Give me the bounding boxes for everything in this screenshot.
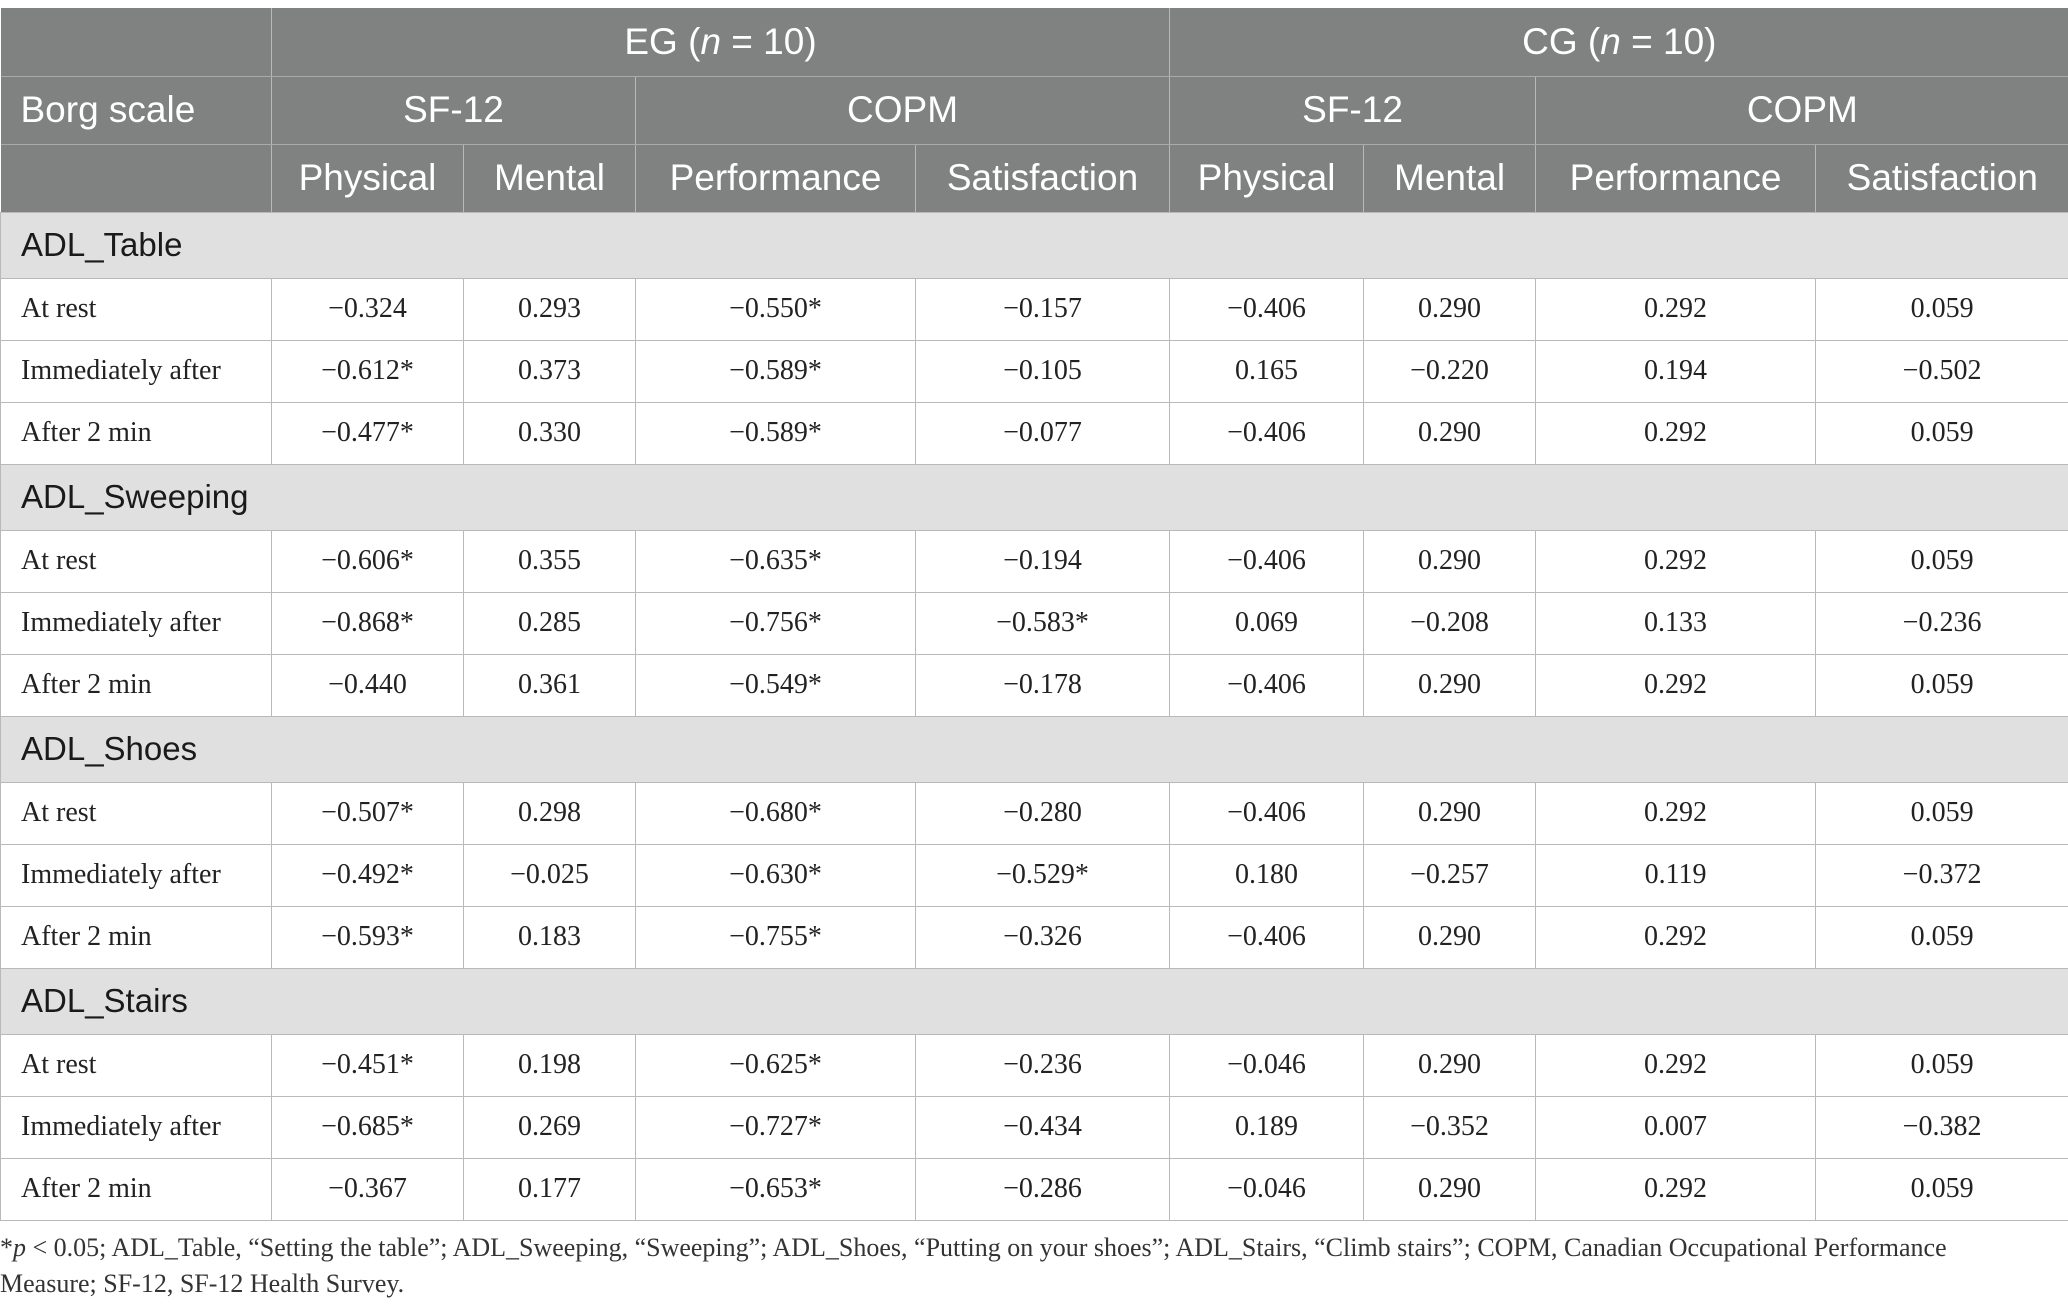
value-cell: 0.007	[1536, 1096, 1816, 1158]
value-cell: −0.529*	[916, 844, 1170, 906]
header-borg-scale: Borg scale	[1, 76, 272, 144]
value-cell: 0.059	[1816, 906, 2068, 968]
row-label: At rest	[1, 278, 272, 340]
value-cell: −0.046	[1170, 1034, 1364, 1096]
value-cell: −0.606*	[272, 530, 464, 592]
row-label: Immediately after	[1, 592, 272, 654]
value-cell: 0.290	[1364, 278, 1536, 340]
value-cell: −0.372	[1816, 844, 2068, 906]
value-cell: −0.406	[1170, 654, 1364, 716]
header-cell	[1, 8, 272, 76]
section-title: ADL_Shoes	[1, 716, 2068, 782]
value-cell: −0.324	[272, 278, 464, 340]
value-cell: −0.025	[464, 844, 636, 906]
correlation-table	[0, 8, 2068, 1221]
header-cell	[1, 144, 272, 212]
header-row-groups	[1, 8, 2068, 76]
value-cell: −0.635*	[636, 530, 916, 592]
value-cell: 0.290	[1364, 906, 1536, 968]
value-cell: −0.406	[1170, 278, 1364, 340]
table-row	[1, 844, 2068, 906]
value-cell: −0.625*	[636, 1034, 916, 1096]
value-cell: −0.589*	[636, 402, 916, 464]
section-title: ADL_Sweeping	[1, 464, 2068, 530]
table-row	[1, 278, 2068, 340]
value-cell: −0.507*	[272, 782, 464, 844]
value-cell: 0.292	[1536, 906, 1816, 968]
value-cell: −0.680*	[636, 782, 916, 844]
value-cell: 0.292	[1536, 530, 1816, 592]
value-cell: 0.355	[464, 530, 636, 592]
table-row	[1, 906, 2068, 968]
table-header	[1, 8, 2068, 212]
results-table-container	[0, 8, 2068, 1221]
value-cell: −0.220	[1364, 340, 1536, 402]
value-cell: −0.178	[916, 654, 1170, 716]
header-cg-sf12: SF-12	[1170, 76, 1536, 144]
value-cell: −0.326	[916, 906, 1170, 968]
header-cg-copm: COPM	[1536, 76, 2068, 144]
section-row	[1, 716, 2068, 782]
value-cell: 0.290	[1364, 654, 1536, 716]
value-cell: 0.292	[1536, 402, 1816, 464]
value-cell: −0.550*	[636, 278, 916, 340]
value-cell: −0.492*	[272, 844, 464, 906]
value-cell: 0.292	[1536, 1034, 1816, 1096]
value-cell: 0.290	[1364, 1034, 1536, 1096]
row-label: At rest	[1, 530, 272, 592]
value-cell: 0.183	[464, 906, 636, 968]
header-eg-sf12: SF-12	[272, 76, 636, 144]
value-cell: 0.059	[1816, 1034, 2068, 1096]
value-cell: −0.549*	[636, 654, 916, 716]
header-group-eg: EG (n = 10)	[272, 8, 1170, 76]
row-label: Immediately after	[1, 1096, 272, 1158]
value-cell: −0.406	[1170, 906, 1364, 968]
value-cell: 0.059	[1816, 1158, 2068, 1220]
table-row	[1, 1096, 2068, 1158]
header-cg-mental: Mental	[1364, 144, 1536, 212]
header-eg-satisfaction: Satisfaction	[916, 144, 1170, 212]
header-eg-mental: Mental	[464, 144, 636, 212]
section-row	[1, 968, 2068, 1034]
header-eg-performance: Performance	[636, 144, 916, 212]
table-row	[1, 340, 2068, 402]
header-row-instruments	[1, 76, 2068, 144]
value-cell: −0.046	[1170, 1158, 1364, 1220]
value-cell: 0.069	[1170, 592, 1364, 654]
section-title: ADL_Table	[1, 212, 2068, 278]
value-cell: −0.382	[1816, 1096, 2068, 1158]
value-cell: −0.236	[1816, 592, 2068, 654]
value-cell: 0.290	[1364, 402, 1536, 464]
row-label: After 2 min	[1, 654, 272, 716]
value-cell: −0.630*	[636, 844, 916, 906]
value-cell: 0.198	[464, 1034, 636, 1096]
value-cell: −0.208	[1364, 592, 1536, 654]
value-cell: 0.298	[464, 782, 636, 844]
value-cell: 0.177	[464, 1158, 636, 1220]
value-cell: −0.868*	[272, 592, 464, 654]
value-cell: −0.257	[1364, 844, 1536, 906]
value-cell: −0.653*	[636, 1158, 916, 1220]
row-label: After 2 min	[1, 402, 272, 464]
table-row	[1, 1034, 2068, 1096]
table-row	[1, 1158, 2068, 1220]
value-cell: 0.373	[464, 340, 636, 402]
value-cell: 0.189	[1170, 1096, 1364, 1158]
header-eg-physical: Physical	[272, 144, 464, 212]
value-cell: 0.293	[464, 278, 636, 340]
value-cell: 0.292	[1536, 654, 1816, 716]
value-cell: −0.286	[916, 1158, 1170, 1220]
value-cell: 0.290	[1364, 1158, 1536, 1220]
value-cell: 0.290	[1364, 530, 1536, 592]
value-cell: −0.685*	[272, 1096, 464, 1158]
value-cell: 0.194	[1536, 340, 1816, 402]
value-cell: −0.194	[916, 530, 1170, 592]
value-cell: −0.727*	[636, 1096, 916, 1158]
value-cell: −0.589*	[636, 340, 916, 402]
row-label: At rest	[1, 1034, 272, 1096]
value-cell: −0.612*	[272, 340, 464, 402]
value-cell: −0.440	[272, 654, 464, 716]
value-cell: −0.367	[272, 1158, 464, 1220]
header-cg-satisfaction: Satisfaction	[1816, 144, 2068, 212]
value-cell: 0.361	[464, 654, 636, 716]
value-cell: 0.180	[1170, 844, 1364, 906]
table-row	[1, 530, 2068, 592]
row-label: Immediately after	[1, 844, 272, 906]
value-cell: −0.406	[1170, 782, 1364, 844]
value-cell: −0.755*	[636, 906, 916, 968]
value-cell: −0.406	[1170, 530, 1364, 592]
value-cell: −0.280	[916, 782, 1170, 844]
value-cell: 0.290	[1364, 782, 1536, 844]
value-cell: 0.165	[1170, 340, 1364, 402]
header-eg-copm: COPM	[636, 76, 1170, 144]
value-cell: 0.292	[1536, 1158, 1816, 1220]
value-cell: 0.269	[464, 1096, 636, 1158]
table-row	[1, 654, 2068, 716]
value-cell: −0.236	[916, 1034, 1170, 1096]
value-cell: −0.157	[916, 278, 1170, 340]
value-cell: −0.434	[916, 1096, 1170, 1158]
value-cell: −0.406	[1170, 402, 1364, 464]
header-group-cg: CG (n = 10)	[1170, 8, 2068, 76]
row-label: At rest	[1, 782, 272, 844]
header-cg-physical: Physical	[1170, 144, 1364, 212]
value-cell: 0.133	[1536, 592, 1816, 654]
row-label: After 2 min	[1, 906, 272, 968]
value-cell: −0.105	[916, 340, 1170, 402]
value-cell: 0.285	[464, 592, 636, 654]
table-row	[1, 402, 2068, 464]
header-row-subscales	[1, 144, 2068, 212]
value-cell: −0.352	[1364, 1096, 1536, 1158]
section-row	[1, 464, 2068, 530]
value-cell: −0.477*	[272, 402, 464, 464]
header-cg-performance: Performance	[1536, 144, 1816, 212]
value-cell: 0.059	[1816, 654, 2068, 716]
value-cell: 0.059	[1816, 530, 2068, 592]
value-cell: 0.059	[1816, 278, 2068, 340]
value-cell: −0.451*	[272, 1034, 464, 1096]
value-cell: −0.502	[1816, 340, 2068, 402]
value-cell: −0.593*	[272, 906, 464, 968]
table-body	[1, 212, 2068, 1220]
value-cell: −0.756*	[636, 592, 916, 654]
value-cell: 0.292	[1536, 782, 1816, 844]
table-row	[1, 782, 2068, 844]
value-cell: 0.059	[1816, 782, 2068, 844]
value-cell: 0.119	[1536, 844, 1816, 906]
row-label: Immediately after	[1, 340, 272, 402]
table-row	[1, 592, 2068, 654]
value-cell: 0.330	[464, 402, 636, 464]
section-row	[1, 212, 2068, 278]
value-cell: 0.059	[1816, 402, 2068, 464]
table-footnote: *p < 0.05; ADL_Table, “Setting the table”; ADL_Sweeping, “Sweeping”; ADL_Shoes, “Putting on your shoes”; ADL_Stairs, “Climb stairs”; COPM, Canadian Occupational Performance Measure; SF-12, SF-12 Health Survey.	[0, 1233, 1947, 1298]
section-title: ADL_Stairs	[1, 968, 2068, 1034]
value-cell: −0.583*	[916, 592, 1170, 654]
value-cell: 0.292	[1536, 278, 1816, 340]
value-cell: −0.077	[916, 402, 1170, 464]
row-label: After 2 min	[1, 1158, 272, 1220]
